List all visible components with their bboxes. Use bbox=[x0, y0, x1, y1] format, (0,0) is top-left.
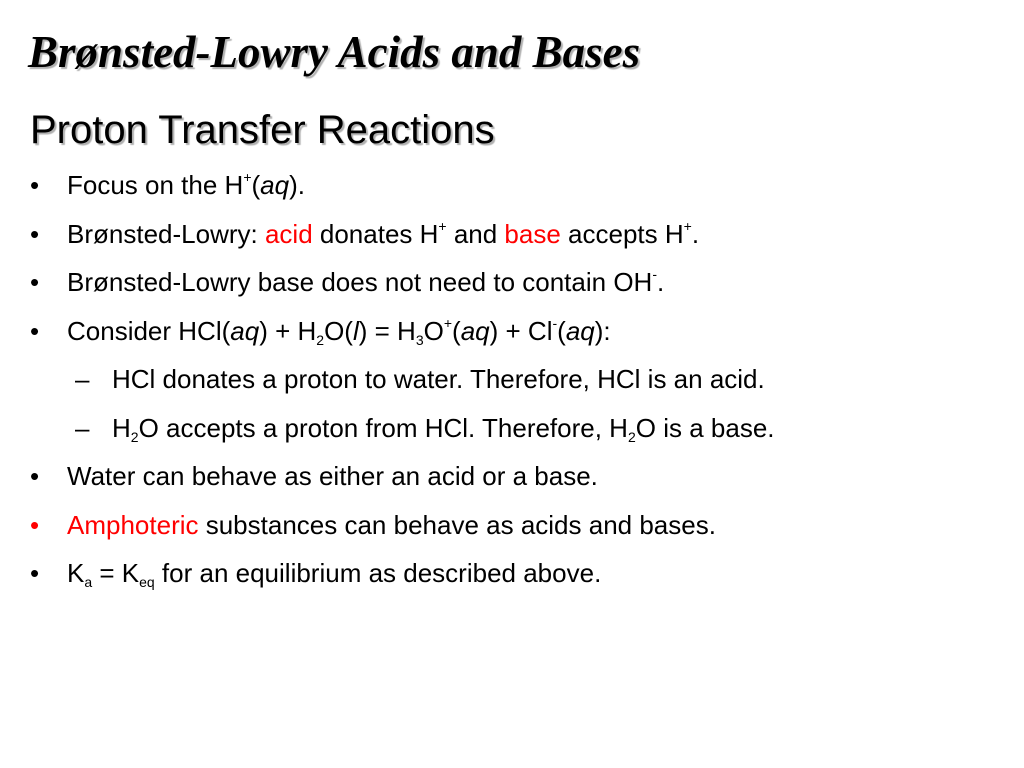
text-run: O is a base. bbox=[635, 412, 775, 443]
text-run: substances can behave as acids and bases. bbox=[198, 509, 716, 540]
italic-run: l bbox=[352, 315, 359, 346]
text-run: O bbox=[423, 315, 444, 346]
bullet-water-either bbox=[30, 459, 990, 493]
dash-marker: – bbox=[75, 412, 90, 443]
text-run: ( bbox=[251, 170, 261, 200]
text-run: ) = H bbox=[358, 315, 416, 346]
sub-bullet-water-accepts bbox=[30, 411, 990, 445]
bullet-focus-h-plus bbox=[30, 168, 990, 202]
text-run: donates H bbox=[312, 218, 439, 249]
italic-run: aq bbox=[260, 170, 290, 200]
subscript: eq bbox=[139, 574, 155, 590]
superscript: + bbox=[438, 217, 447, 234]
text-run: ): bbox=[594, 315, 611, 346]
text-run: Consider HCl( bbox=[67, 315, 231, 346]
sub-bullet-hcl-donates bbox=[30, 362, 990, 396]
bullet-marker: • bbox=[30, 170, 40, 200]
base-highlight: base bbox=[504, 218, 561, 249]
superscript: + bbox=[683, 217, 692, 234]
text-run: = K bbox=[92, 558, 140, 588]
superscript: - bbox=[652, 266, 658, 282]
text-run: Brønsted-Lowry base does not need to contain OH bbox=[67, 267, 653, 297]
italic-run: aq bbox=[230, 315, 260, 346]
bullet-marker: • bbox=[30, 461, 40, 491]
text-run: and bbox=[446, 218, 505, 249]
subscript: 2 bbox=[130, 428, 139, 445]
text-run: H bbox=[112, 412, 131, 443]
superscript: - bbox=[552, 314, 558, 331]
bullet-marker: • bbox=[30, 558, 40, 588]
text-run: ). bbox=[289, 170, 305, 200]
text-run: O accepts a proton from HCl. Therefore, H bbox=[138, 412, 628, 443]
superscript: + bbox=[243, 169, 252, 185]
subscript: 2 bbox=[627, 428, 636, 445]
acid-highlight: acid bbox=[264, 218, 313, 249]
slide-title: Brønsted-Lowry Acids and Bases bbox=[28, 27, 641, 77]
italic-run: aq bbox=[565, 315, 595, 346]
text-run: for an equilibrium as described above. bbox=[154, 558, 602, 588]
text-run: ( bbox=[452, 315, 461, 346]
subscript: a bbox=[84, 574, 93, 590]
bullet-consider-hcl-equation bbox=[30, 314, 990, 348]
subscript: 3 bbox=[415, 331, 424, 348]
superscript: + bbox=[443, 314, 453, 331]
text-run: ) + Cl bbox=[489, 315, 553, 346]
text-run: O( bbox=[324, 315, 353, 346]
bullet-base-no-oh bbox=[30, 265, 990, 299]
slide-subtitle: Proton Transfer Reactions bbox=[30, 108, 495, 152]
bullet-bronsted-lowry-definition bbox=[30, 217, 990, 251]
text-run: ) + H bbox=[259, 315, 317, 346]
bullet-marker: • bbox=[30, 509, 40, 540]
text-run: . bbox=[691, 218, 700, 249]
text-run: Focus on the H bbox=[67, 170, 244, 200]
text-run: . bbox=[657, 267, 665, 297]
subscript: 2 bbox=[316, 331, 325, 348]
italic-run: aq bbox=[460, 315, 490, 346]
text-run: HCl donates a proton to water. Therefore, HCl is an acid. bbox=[112, 364, 765, 394]
bullet-marker: • bbox=[30, 315, 40, 346]
text-run: ( bbox=[557, 315, 566, 346]
bullet-ka-keq bbox=[30, 556, 990, 590]
bullet-marker: • bbox=[30, 267, 40, 297]
amphoteric-highlight: Amphoteric bbox=[67, 509, 199, 540]
text-run: K bbox=[67, 558, 85, 588]
bullet-marker: • bbox=[30, 218, 40, 249]
text-run: Brønsted-Lowry: bbox=[67, 218, 265, 249]
bullet-list bbox=[30, 168, 990, 605]
bullet-amphoteric bbox=[30, 508, 990, 542]
dash-marker: – bbox=[75, 364, 90, 394]
text-run: Water can behave as either an acid or a base. bbox=[67, 461, 598, 491]
text-run: accepts H bbox=[560, 218, 684, 249]
